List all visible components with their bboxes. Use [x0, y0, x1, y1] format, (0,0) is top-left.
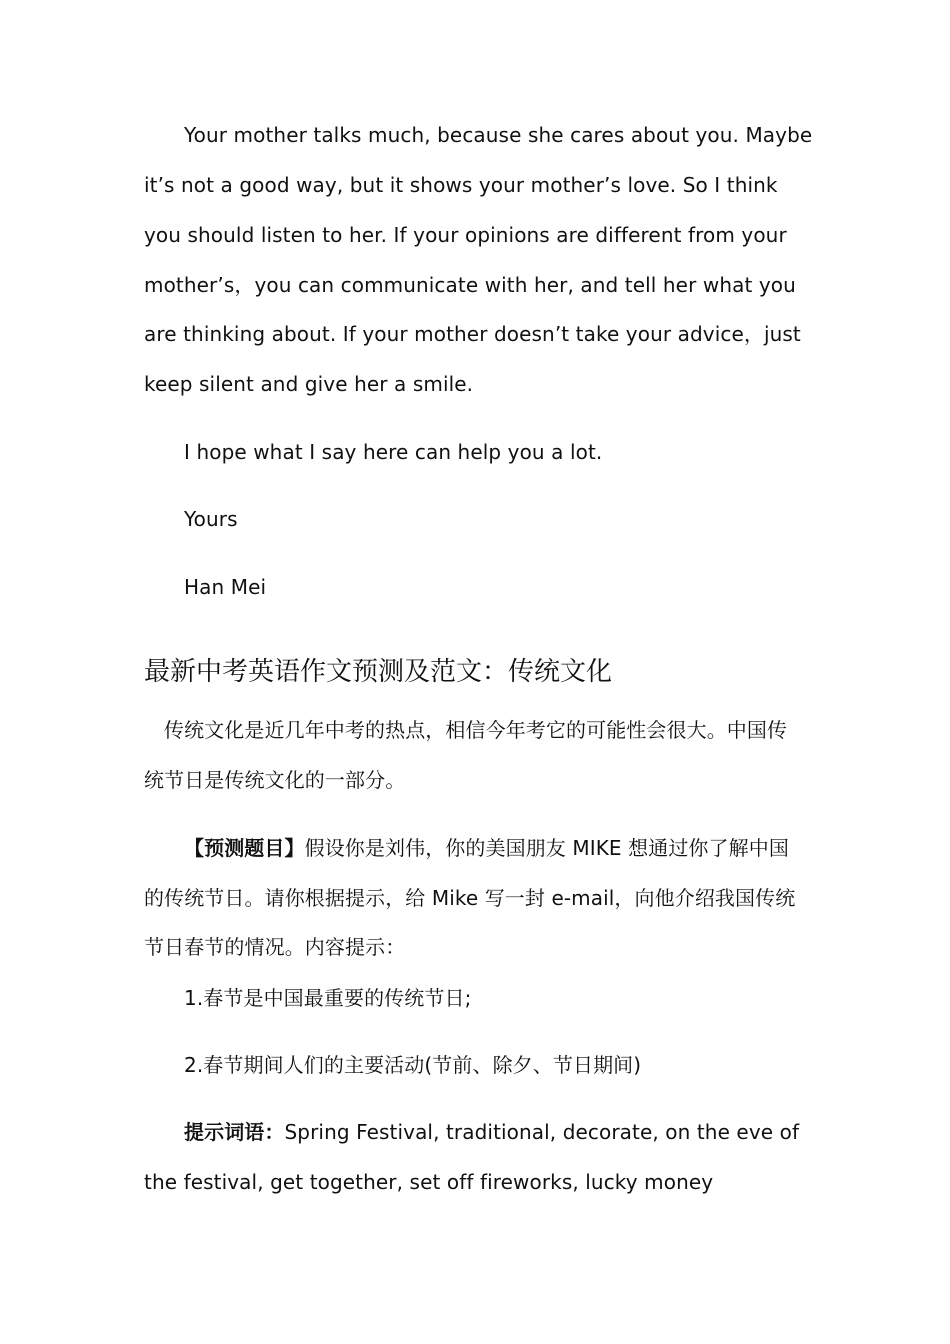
letter-para1-line-5: are thinking about. If your mother doesn’t take your advice，just	[144, 322, 801, 346]
prompt-line-2: 的传统节日。请你根据提示，给 Mike 写一封 e-mail，向他介绍我国传统	[144, 886, 796, 910]
prompt-label: 【预测题目】	[184, 836, 305, 860]
hint-text-1: Spring Festival, traditional, decorate, on the eve of	[284, 1120, 800, 1144]
hint-line-2: the festival, get together, set off fireworks, lucky money	[144, 1170, 714, 1194]
hint-label: 提示词语：	[184, 1120, 285, 1144]
letter-para1-line-3: you should listen to her. If your opinions are different from your	[144, 223, 787, 247]
letter-para1-line-4: mother’s，you can communicate with her, and tell her what you	[144, 273, 796, 297]
letter-closing: Yours	[184, 507, 238, 531]
letter-para1-line-2: it’s not a good way, but it shows your mother’s love. So I think	[144, 173, 778, 197]
letter-signature: Han Mei	[184, 575, 267, 599]
letter-para1-line-6: keep silent and give her a smile.	[144, 372, 474, 396]
section-title: 最新中考英语作文预测及范文：传统文化	[144, 657, 613, 687]
section-intro-line-1: 传统文化是近几年中考的热点，相信今年考它的可能性会很大。中国传	[164, 718, 788, 742]
letter-para1-line-1: Your mother talks much, because she cares about you. Maybe	[184, 123, 813, 147]
hint-line-1	[184, 1120, 799, 1144]
prompt-line-3: 节日春节的情况。内容提示：	[144, 935, 406, 959]
letter-para2: I hope what I say here can help you a lot.	[184, 440, 603, 464]
point-1: 1.春节是中国最重要的传统节日;	[184, 986, 472, 1010]
prompt-text-1: 假设你是刘伟，你的美国朋友 MIKE 想通过你了解中国	[304, 836, 789, 860]
point-2: 2.春节期间人们的主要活动(节前、除夕、节日期间)	[184, 1053, 642, 1077]
prompt-line-1	[184, 836, 789, 860]
section-intro-line-2: 统节日是传统文化的一部分。	[144, 768, 406, 792]
